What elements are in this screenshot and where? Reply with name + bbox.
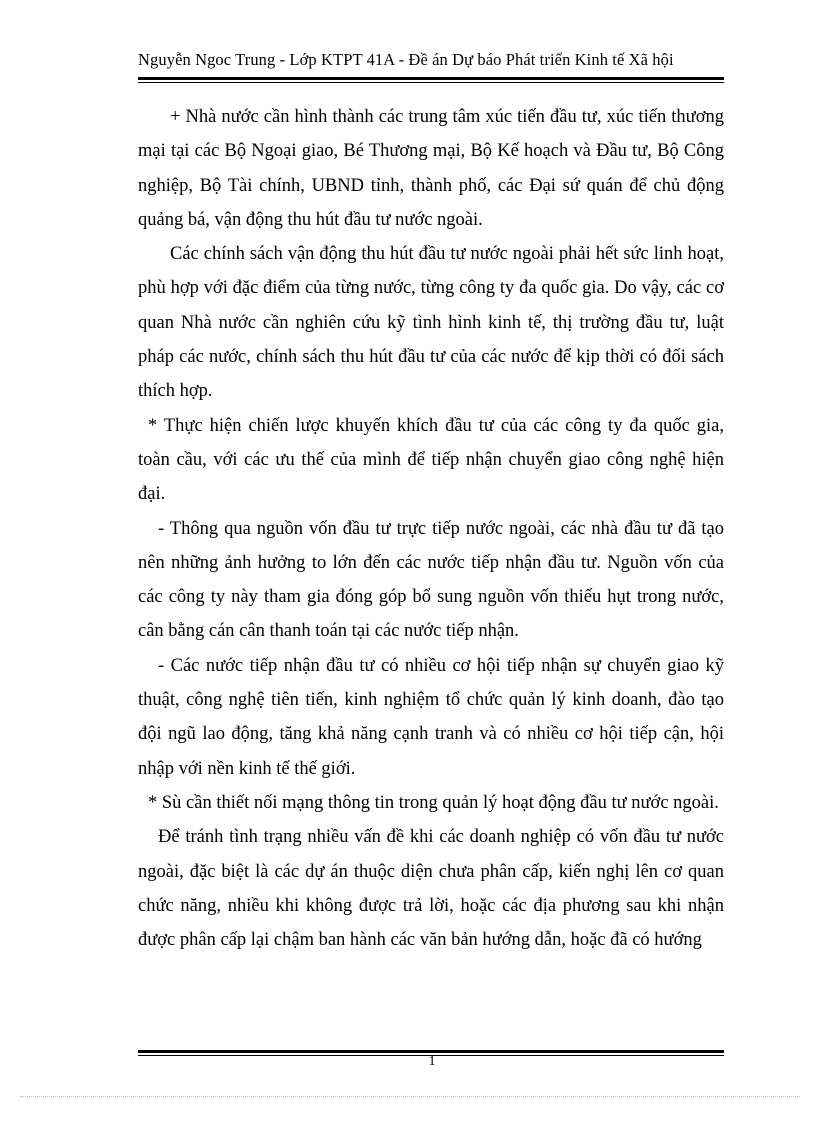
page-bottom-dotted-line [20,1096,800,1097]
header-rule [138,77,724,80]
paragraph-information-network: * Sù cần thiết nối mạng thông tin trong quản lý hoạt động đầu tư nước ngoài. [148,792,719,813]
paragraph-fdi-capital: - Thông qua nguồn vốn đầu tư trực tiếp nước ngoài, các nhà đầu tư đã tạo nên những ảnh hưởng to lớn đến các nước tiếp nhận đầu tư. Nguồn vốn của các công ty này tham gia đóng góp bổ sung nguồn vốn thiếu hụt trong nước, cân bằng cán cân thanh toán tại các nước tiếp nhận. [138,518,724,642]
paragraph-investment-policies: Các chính sách vận động thu hút đầu tư nước ngoài phải hết sức linh hoạt, phù hợp với đặc điểm của từng nước, từng công ty đa quốc gia. Do vậy, các cơ quan Nhà nước cần nghiên cứu kỹ tình hình kinh tế, thị trường đầu tư, luật pháp các nước, chính sách thu hút đầu tư của các nước để kịp thời có đối sách thích hợp. [138,244,724,402]
page-header: Nguyễn Ngoc Trung - Lớp KTPT 41A - Đề án Dự báo Phát triển Kinh tế Xã hội [138,50,674,69]
paragraph-trade-promotion: + Nhà nước cần hình thành các trung tâm xúc tiến đầu tư, xúc tiến thương mại tại các Bộ Ngoại giao, Bé Thương mại, Bộ Kế hoạch và Đầu tư, Bộ Công nghiệp, Bộ Tài chính, UBND tỉnh, thành phố, các Đại sứ quán để chủ động quảng bá, vận động thu hút đầu tư nước ngoài. [138,107,724,230]
header-rule-thin [138,82,724,83]
paragraph-avoid-issues: Để tránh tình trạng nhiều vấn đề khi các doanh nghiệp có vốn đầu tư nước ngoài, đặc biệt là các dự án thuộc diện chưa phân cấp, kiến nghị lên cơ quan chức năng, nhiều khi không được trả lời, hoặc các địa phương sau khi nhận được phân cấp lại chậm ban hành các văn bản hướng dẫn, hoặc đã có hướng [138,827,724,951]
paragraph-multinational-strategy: * Thực hiện chiến lược khuyến khích đầu tư của các công ty đa quốc gia, toàn cầu, với các ưu thế của mình để tiếp nhận chuyển giao công nghệ hiện đại. [138,415,724,505]
footer-rule [138,1050,724,1053]
page-number: 1 [428,1054,436,1069]
document-body [138,100,724,957]
paragraph-technology-transfer: - Các nước tiếp nhận đầu tư có nhiều cơ hội tiếp nhận sự chuyển giao kỹ thuật, công nghệ tiên tiến, kinh nghiệm tổ chức quản lý kinh doanh, đào tạo đội ngũ lao động, tăng khả năng cạnh tranh và có nhiều cơ hội tiếp cận, hội nhập với nền kinh tế thế giới. [138,655,724,779]
